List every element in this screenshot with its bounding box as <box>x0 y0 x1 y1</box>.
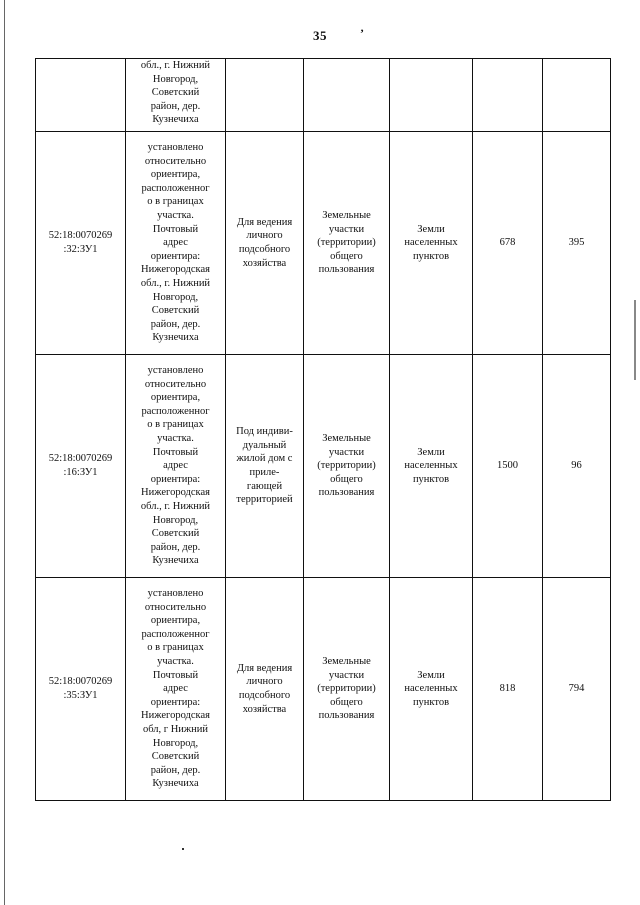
number-cell: 96 <box>543 355 611 578</box>
table-row <box>36 578 611 801</box>
address-cell <box>126 59 226 132</box>
cell-line: Нижегородская <box>141 710 210 722</box>
cell-line: Новгород, <box>152 514 199 526</box>
cell-line: относительно <box>144 601 207 613</box>
cadastral-cell <box>36 355 126 578</box>
use-cell <box>226 59 304 132</box>
cell-line: Нижегородская <box>141 487 210 499</box>
cell-line: 52:18:0070269 <box>48 676 113 688</box>
cell-line: Земли <box>417 669 445 681</box>
cell-line: хозяйства <box>242 257 287 269</box>
cell-line: Почтовый <box>152 446 199 458</box>
cell-line: (территории) <box>317 460 376 472</box>
land-category-cell <box>390 355 473 578</box>
cell-line: (территории) <box>317 683 376 695</box>
cell-line: личного <box>246 676 283 688</box>
cell-line: участки <box>328 669 365 681</box>
cell-line: Советский <box>151 751 200 763</box>
cell-line: адрес <box>163 237 188 249</box>
scan-left-edge <box>4 0 5 905</box>
page-number: 35 <box>313 28 327 43</box>
cell-line: Кузнечиха <box>152 555 199 567</box>
cell-line: пользования <box>318 710 375 722</box>
cell-line: Советский <box>151 87 200 99</box>
cell-line: :32:ЗУ1 <box>63 244 98 255</box>
cell-line: Кузнечиха <box>152 114 199 126</box>
land-plots-table <box>35 58 611 801</box>
cell-line: пользования <box>318 487 375 499</box>
cell-line: Земли <box>417 223 445 235</box>
cell-line: 52:18:0070269 <box>48 453 113 465</box>
cell-line: ориентира, <box>150 169 201 181</box>
cell-line: адрес <box>163 460 188 472</box>
cell-line: расположенног <box>141 405 210 417</box>
cadastral-cell <box>36 59 126 132</box>
cell-line: ориентира: <box>150 473 201 485</box>
cell-line: Кузнечиха <box>152 778 199 790</box>
use-cell <box>226 355 304 578</box>
cell-line: населенных <box>404 460 458 472</box>
cell-line: установлено <box>147 365 204 377</box>
cell-line: :16:ЗУ1 <box>63 467 98 478</box>
cell-line: (территории) <box>317 237 376 249</box>
area-cell: 678 <box>473 132 543 355</box>
cell-line: Нижегородская <box>141 264 210 276</box>
cell-line: пользования <box>318 264 375 276</box>
cell-line: общего <box>330 473 363 485</box>
cell-line: Новгород, <box>152 73 199 85</box>
cell-line: жилой дом с <box>236 453 293 465</box>
address-cell <box>126 132 226 355</box>
table-row <box>36 355 611 578</box>
address-cell <box>126 578 226 801</box>
cell-line: о в границах <box>147 419 204 431</box>
scan-right-edge <box>634 300 636 380</box>
cell-line: район, дер. <box>150 318 201 330</box>
cell-line: населенных <box>404 237 458 249</box>
cell-line: расположенног <box>141 628 210 640</box>
cell-line: Под индиви- <box>236 426 293 438</box>
cell-line: обл., г. Нижний <box>140 60 211 71</box>
cell-line: территорией <box>236 494 293 506</box>
cell-line: пунктов <box>412 696 450 708</box>
number-cell: 395 <box>543 132 611 355</box>
cell-line: Новгород, <box>152 291 199 303</box>
land-category-cell <box>390 59 473 132</box>
cell-line: Для ведения <box>236 216 293 228</box>
cell-line: Земельные <box>322 656 371 668</box>
cell-line: относительно <box>144 155 207 167</box>
cell-line: район, дер. <box>150 764 201 776</box>
cell-line: Новгород, <box>152 737 199 749</box>
category-type-cell <box>304 355 390 578</box>
cell-line: ориентира: <box>150 250 201 262</box>
cell-line: о в границах <box>147 642 204 654</box>
number-cell <box>543 59 611 132</box>
cell-line: пунктов <box>412 250 450 262</box>
cell-line: ориентира: <box>150 696 201 708</box>
land-category-cell <box>390 132 473 355</box>
area-cell <box>473 59 543 132</box>
cell-line: личного <box>246 230 283 242</box>
category-type-cell <box>304 132 390 355</box>
cell-line: гающей <box>246 480 283 492</box>
cell-line: ориентира, <box>150 615 201 627</box>
use-cell <box>226 132 304 355</box>
cell-line: общего <box>330 250 363 262</box>
cell-line: о в границах <box>147 196 204 208</box>
cadastral-cell <box>36 132 126 355</box>
cell-line: район, дер. <box>150 100 201 112</box>
cell-line: подсобного <box>238 244 291 255</box>
cell-line: участка. <box>157 433 194 445</box>
cell-line: населенных <box>404 683 458 695</box>
area-cell: 818 <box>473 578 543 801</box>
cell-line: Советский <box>151 528 200 540</box>
table-row <box>36 132 611 355</box>
cell-line: общего <box>330 696 363 708</box>
cell-line: участки <box>328 223 365 235</box>
scan-mark: ’ <box>360 26 364 40</box>
use-cell <box>226 578 304 801</box>
cell-line: обл, г Нижний <box>142 723 209 735</box>
cell-line: участки <box>328 446 365 458</box>
cell-line: дуальный <box>242 439 287 451</box>
cell-line: участка. <box>157 656 194 668</box>
cell-line: район, дер. <box>150 541 201 553</box>
cell-line: Земельные <box>322 433 371 445</box>
cell-line: Земельные <box>322 210 371 222</box>
cell-line: Почтовый <box>152 669 199 681</box>
cell-line: относительно <box>144 378 207 390</box>
cell-line: Кузнечиха <box>152 332 199 344</box>
land-category-cell <box>390 578 473 801</box>
cell-line: установлено <box>147 142 204 154</box>
cell-line: подсобного <box>238 690 291 701</box>
cell-line: 52:18:0070269 <box>48 230 113 242</box>
cell-line: приле- <box>249 467 280 478</box>
cell-line: участка. <box>157 210 194 222</box>
cell-line: :35:ЗУ1 <box>63 690 98 701</box>
cell-line: пунктов <box>412 473 450 485</box>
cell-line: адрес <box>163 683 188 695</box>
cell-line: ориентира, <box>150 392 201 404</box>
cell-line: обл., г. Нижний <box>140 500 211 512</box>
scan-speck <box>182 848 184 850</box>
area-cell: 1500 <box>473 355 543 578</box>
cadastral-cell <box>36 578 126 801</box>
category-type-cell <box>304 578 390 801</box>
table-row <box>36 59 611 132</box>
cell-line: Советский <box>151 305 200 317</box>
cell-line: обл., г. Нижний <box>140 277 211 289</box>
cell-line: Для ведения <box>236 662 293 674</box>
cell-line: установлено <box>147 588 204 600</box>
cell-line: Земли <box>417 446 445 458</box>
cell-line: Почтовый <box>152 223 199 235</box>
cell-line: хозяйства <box>242 703 287 715</box>
cell-line: расположенног <box>141 182 210 194</box>
category-type-cell <box>304 59 390 132</box>
number-cell: 794 <box>543 578 611 801</box>
address-cell <box>126 355 226 578</box>
